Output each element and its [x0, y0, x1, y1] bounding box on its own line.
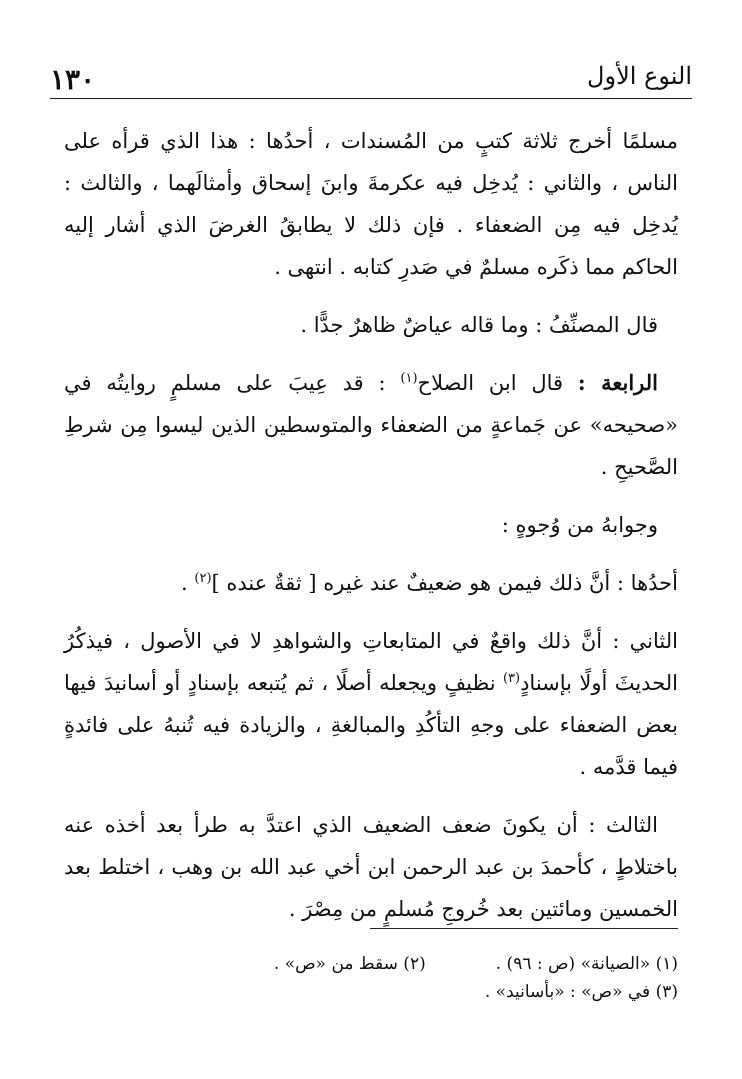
footnote-ref-3: (٣) — [502, 671, 521, 686]
page-number: ١٣٠ — [50, 63, 96, 96]
footnote-ref-1: (١) — [400, 371, 418, 386]
footnote-divider — [370, 928, 678, 929]
paragraph-3 — [64, 362, 678, 488]
paragraph-6-text-b: نظيفٍ ويجعله أصلًا ، ثم يُتبعه بإسنادٍ أو أسانيدَ فيها بعض الضعفاء على وجهِ التأكُدِ والمبالغةِ ، والزيادة فيه تُنبهُ على فائدةٍ فيما قدَّمه . — [64, 671, 678, 779]
footnote-row-1 — [64, 950, 678, 978]
paragraph-5-text-a: أحدُها : أنَّ ذلك فيمن هو ضعيفٌ عند غيره [ ثقةٌ عنده ] — [211, 571, 678, 595]
footnote-2: (٢) سقط من «ص» . — [273, 954, 426, 974]
paragraph-1: مسلمًا أخرج ثلاثة كتبٍ من المُسندات ، أحدُها : هذا الذي قرأه على الناس ، والثاني : يُدخِل فيه عكرمةَ وابنَ إسحاق وأمثالَهما ، والثالث : يُدخِل فيه مِن الضعفاء . فإن ذلك لا يطابقُ الغرضَ الذي أشار إليه الحاكم مما ذكَره مسلمٌ في صَدرِ كتابه . انتهى . — [64, 129, 678, 279]
footnotes — [64, 950, 678, 1006]
footnote-row-2 — [64, 978, 678, 1006]
running-title: النوع الأول — [587, 62, 692, 90]
footnote-ref-2: (٢) — [194, 571, 212, 586]
section-lead-fourth: الرابعة : — [577, 370, 658, 395]
paragraph-4: وجوابهُ من وُجوهٍ : — [501, 513, 658, 537]
page-header — [50, 58, 692, 99]
paragraph-6 — [64, 620, 678, 788]
paragraph-5-text-b: . — [181, 571, 195, 595]
paragraph-3-text-b: : قد عِيبَ على مسلمٍ روايتُه في «صحيحه» عن جَماعةٍ من الضعفاء والمتوسطين الذين ليسوا مِن شرطِ الصَّحيحِ . — [64, 371, 678, 479]
paragraph-6-text-a: الثاني : أنَّ ذلك واقعٌ في المتابعاتِ والشواهدِ لا في الأصول ، فيذكُرُ الحديثَ أولًا بإسنادٍ — [64, 629, 678, 695]
footnote-1: (١) «الصيانة» (ص : ٩٦) . — [495, 954, 678, 974]
paragraph-7: الثالث : أن يكونَ ضعف الضعيف الذي اعتدَّ به طرأ بعد أخذه عنه باختلاطٍ ، كأحمدَ بن عبد الرحمن ابن أخي عبد الله بن وهب ، اختلط بعد الخمسين ومائتين بعد خُروجِ مُسلمٍ من مِصْرَ . — [64, 813, 678, 921]
main-text — [64, 120, 678, 946]
paragraph-3-text-a: قال ابن الصلاح — [417, 371, 578, 395]
footnote-3: (٣) في «ص» : «بأسانيد» . — [484, 982, 678, 1002]
paragraph-5 — [64, 562, 678, 604]
paragraph-2: قال المصنِّفُ : وما قاله عياضٌ ظاهرٌ جدًّا . — [300, 313, 658, 337]
